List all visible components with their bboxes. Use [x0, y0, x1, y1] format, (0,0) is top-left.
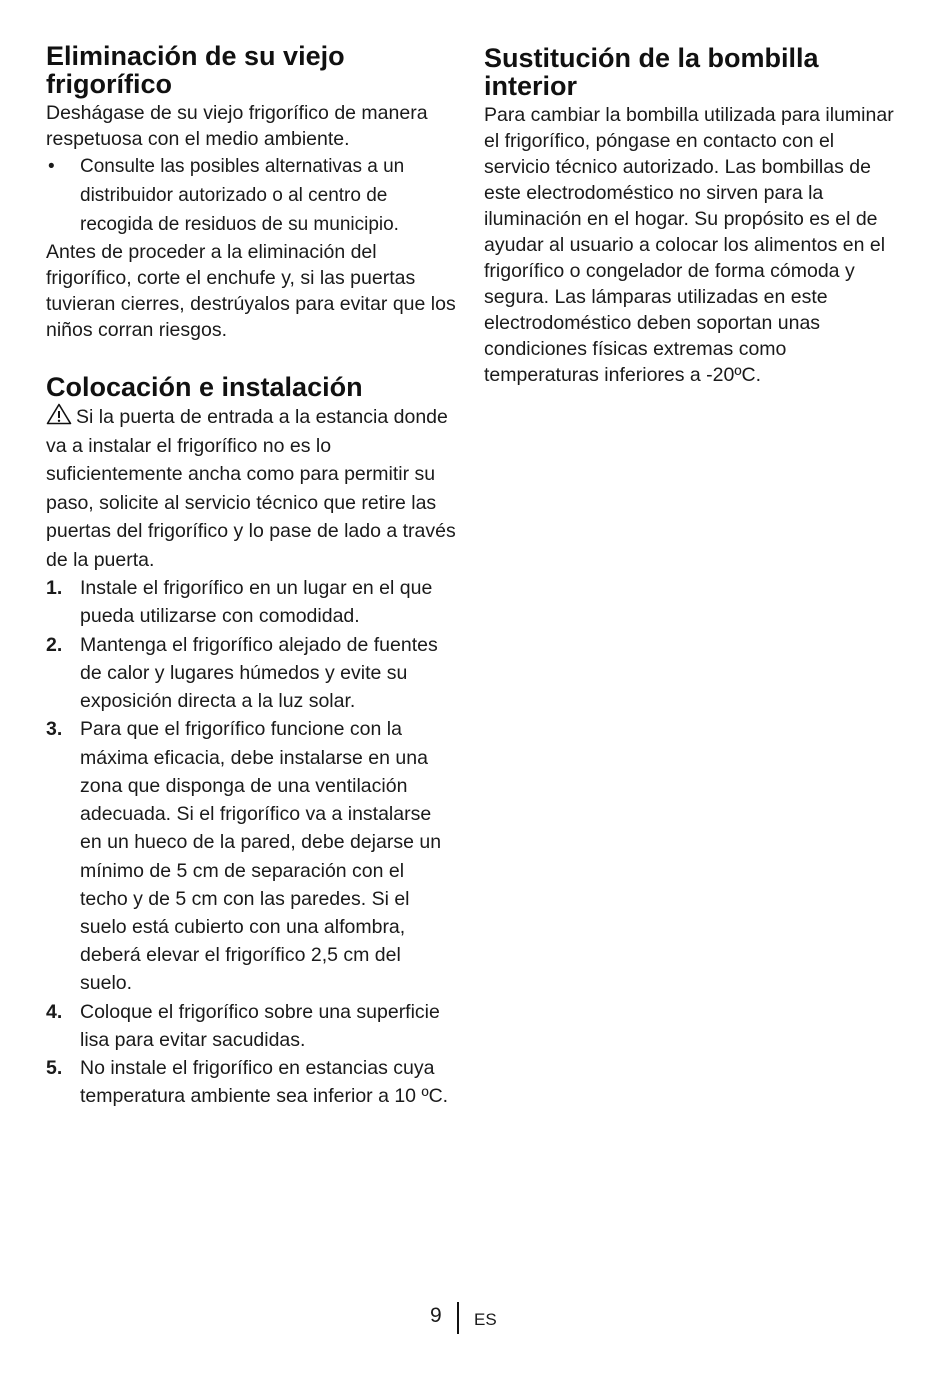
disposal-bullets [46, 152, 456, 239]
list-item [46, 574, 456, 631]
disposal-intro: Deshágase de su viejo frigorífico de manera respetuosa con el medio ambiente. [46, 102, 428, 150]
bullet-mark: • [48, 156, 55, 177]
page-number: 9 [430, 1304, 442, 1327]
list-item [46, 152, 456, 239]
warning-text: Si la puerta de entrada a la estancia donde va a instalar el frigorífico no es lo suficientemente ancha como para permitir su paso, solicite al servicio técnico que retire las puertas del frigorífico y lo pase de lado a través de la puerta. [46, 406, 456, 571]
section-title-installation: Colocación e instalación [46, 372, 363, 402]
step-text: No instale el frigorífico en estancias cuya temperatura ambiente sea inferior a 10 ºC. [80, 1057, 449, 1108]
language-code: ES [474, 1310, 497, 1329]
step-number: 5. [46, 1057, 63, 1080]
installation-steps [46, 574, 456, 1111]
step-text: Mantenga el frigorífico alejado de fuentes de calor y lugares húmedos y evite su exposición directa a la luz solar. [80, 633, 438, 713]
list-item [46, 998, 456, 1055]
list-item [46, 715, 456, 997]
step-number: 4. [46, 1000, 63, 1023]
step-text: Instale el frigorífico en un lugar en el que pueda utilizarse con comodidad. [80, 577, 433, 628]
warning-triangle-icon [46, 403, 72, 425]
step-text: Coloque el frigorífico sobre una superficie lisa para evitar sacudidas. [80, 1000, 440, 1051]
step-number: 3. [46, 718, 63, 741]
bulb-text: Para cambiar la bombilla utilizada para iluminar el frigorífico, póngase en contacto con el servicio técnico autorizado. Las bombillas de este electrodoméstico no sirven para la iluminación en el hogar. Su propósito es el de ayudar al usuario a colocar los alimentos en el frigorífico o congelador de forma cómoda y segura. Las lámparas utilizadas en este electrodoméstico deben soportan unas condiciones físicas extremas como temperaturas inferiores a -20ºC. [484, 104, 894, 386]
left-column [46, 42, 456, 1111]
page-footer [0, 1302, 950, 1338]
installation-section [46, 373, 456, 1111]
step-text: Para que el frigorífico funcione con la máxima eficacia, debe instalarse en una zona que disponga de una ventilación adecuada. Si el frigorífico va a instalarse en un hueco de la pared, debe dejarse un mínimo de 5 cm de separación con el techo y de 5 cm con las paredes. Si el suelo está cubierto con una alfombra, deberá elevar el frigorífico 2,5 cm del suelo. [80, 718, 442, 995]
list-item [46, 631, 456, 716]
section-title-bulb: Sustitución de la bombilla interior [484, 43, 819, 101]
right-column [484, 44, 894, 388]
section-title-disposal: Eliminación de su viejo frigorífico [46, 41, 345, 99]
bullet-text: Consulte las posibles alternativas a un distribuidor autorizado o al centro de recogida de residuos de su municipio. [80, 156, 405, 235]
footer-divider [457, 1302, 459, 1334]
step-number: 1. [46, 577, 63, 599]
list-item [46, 1054, 456, 1111]
disposal-after: Antes de proceder a la eliminación del frigorífico, corte el enchufe y, si las puertas tuvieran cierres, destrúyalos para evitar que los niños corran riesgos. [46, 241, 456, 341]
step-number: 2. [46, 633, 63, 656]
installation-warning [46, 403, 456, 574]
